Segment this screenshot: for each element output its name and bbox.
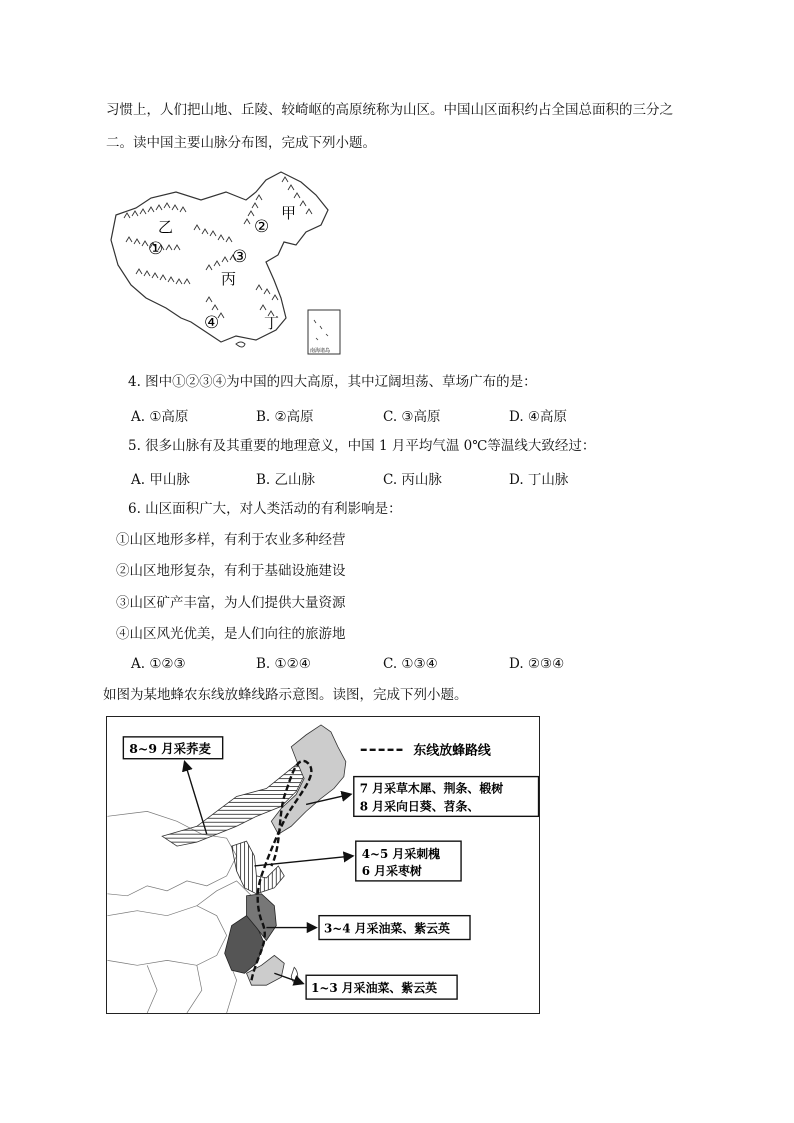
q5-option-c[interactable]: C. 丙山脉: [383, 472, 442, 488]
box-rapeseed-winter-label: 1~3 月采油菜、紫云英: [311, 981, 438, 996]
label-c3: ③: [232, 247, 248, 267]
label-c4: ④: [204, 313, 220, 333]
q6-item-2: ②山区地形复杂，有利于基础设施建设: [116, 563, 346, 579]
intro2-text: 如图为某地蜂农东线放蜂线路示意图。读图，完成下列小题。: [103, 687, 468, 703]
label-jia: 甲: [281, 204, 297, 222]
box-locust-line1: 4~5 月采刺槐: [361, 847, 441, 862]
beekeeping-route-map: [106, 716, 540, 1014]
box-rapeseed-spring-label: 3~4 月采油菜、紫云英: [323, 921, 450, 936]
legend-label: 东线放蜂路线: [413, 743, 491, 759]
q4-stem: 4. 图中①②③④为中国的四大高原，其中辽阔坦荡、草场广布的是：: [128, 374, 537, 390]
label-ding: 丁: [264, 314, 280, 332]
label-c1: ①: [148, 239, 164, 259]
q6-item-4: ④山区风光优美，是人们向往的旅游地: [116, 626, 346, 642]
hainan-island: [236, 342, 245, 347]
q4-option-c[interactable]: C. ③高原: [383, 409, 441, 425]
q5-option-d[interactable]: D. 丁山脉: [509, 472, 569, 488]
box-july-line2: 8 月采向日葵、苕条、: [359, 799, 480, 814]
box-locust-line2: 6 月采枣树: [361, 863, 422, 878]
arrow-buckwheat: [185, 763, 207, 835]
q4-option-b[interactable]: B. ②高原: [256, 409, 314, 425]
q6-option-d[interactable]: D. ②③④: [509, 656, 565, 672]
china-mountain-map: [106, 170, 342, 358]
q6-item-3: ③山区矿产丰富，为人们提供大量资源: [116, 595, 346, 611]
label-yi: 乙: [158, 218, 174, 236]
q6-stem: 6. 山区面积广大，对人类活动的有利影响是：: [128, 501, 402, 517]
q5-option-b[interactable]: B. 乙山脉: [256, 472, 316, 488]
box-buckwheat-label: 8~9 月采荞麦: [129, 740, 211, 756]
intro-line-2: 二。读中国主要山脉分布图，完成下列小题。: [106, 135, 376, 151]
china-outline: [111, 172, 328, 342]
label-c2: ②: [254, 217, 270, 237]
label-bing: 丙: [221, 270, 237, 288]
inset-label: 南海诸岛: [310, 348, 331, 354]
q4-option-d[interactable]: D. ④高原: [509, 409, 568, 425]
intro-line-1: 习惯上，人们把山地、丘陵、较崎岖的高原统称为山区。中国山区面积约占全国总面积的三分之: [106, 102, 673, 118]
box-july-line1: 7 月采草木犀、荆条、椴树: [359, 781, 504, 796]
q4-option-a[interactable]: A. ①高原: [131, 409, 189, 425]
q6-option-b[interactable]: B. ①②④: [256, 656, 311, 672]
q6-item-1: ①山区地形多样，有利于农业多种经营: [116, 532, 346, 548]
q6-option-a[interactable]: A. ①②③: [131, 656, 186, 672]
q6-option-c[interactable]: C. ①③④: [383, 656, 438, 672]
south-china-sea-inset: [308, 310, 340, 354]
q5-stem: 5. 很多山脉有及其重要的地理意义，中国 1 月平均气温 0℃等温线大致经过：: [128, 438, 596, 454]
q5-option-a[interactable]: A. 甲山脉: [131, 472, 190, 488]
